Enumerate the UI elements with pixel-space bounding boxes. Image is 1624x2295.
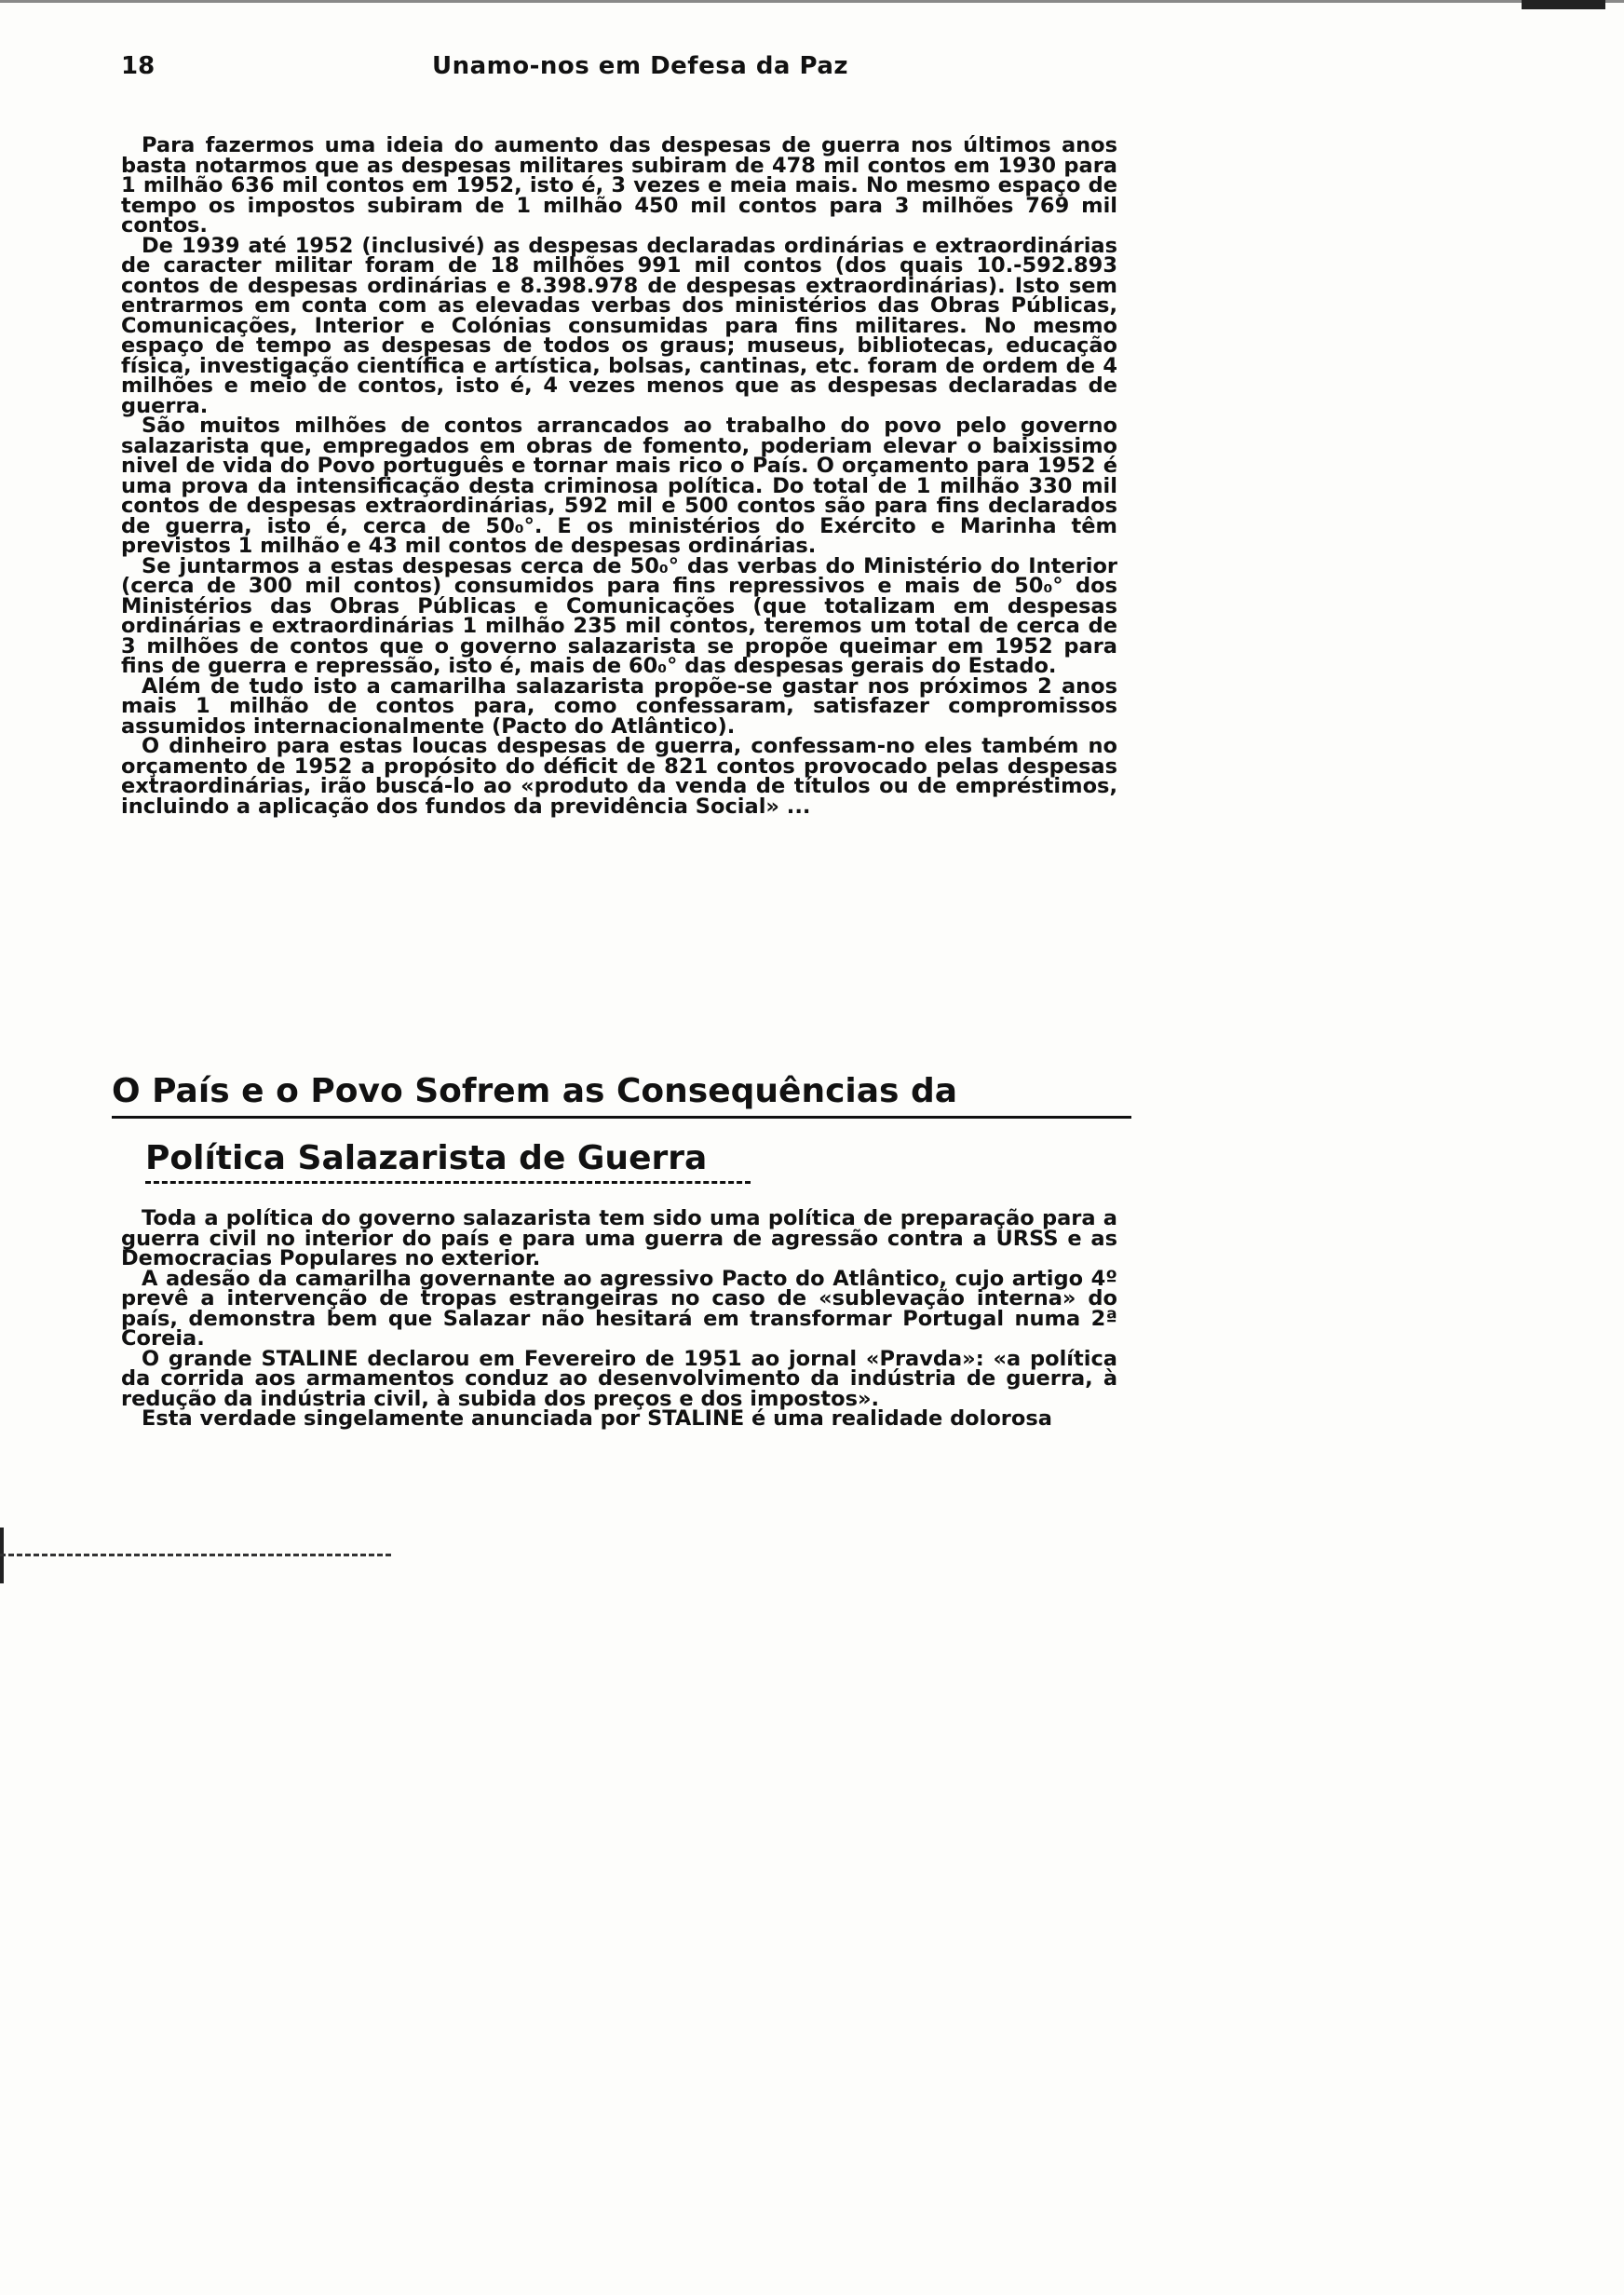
- page-header: [121, 52, 1117, 89]
- section-heading: O País e o Povo Sofrem as Consequências da: [112, 1071, 1131, 1119]
- paragraph: Para fazermos uma ideia do aumento das despesas de guerra nos últimos anos basta notarmos que as despesas militares subiram de 478 mil contos em 1930 para 1 milhão 636 mil contos em 1952, isto é, 3 vezes e meia mais. No mesmo espaço de tempo os impostos subiram de 1 milhão 450 mil contos para 3 milhões 769 mil contos.: [121, 133, 1117, 238]
- section-body-text: [121, 1206, 1117, 1431]
- paragraph: A adesão da camarilha governante ao agressivo Pacto do Atlântico, cujo artigo 4º prevê a intervenção de tropas estrangeiras no caso de «sublevação interna» do país, demonstra bem que Salazar não hesitará em transformar Portugal numa 2ª Coreia.: [121, 1266, 1117, 1351]
- paragraph: Esta verdade singelamente anunciada por STALINE é uma realidade dolorosa: [142, 1406, 1052, 1431]
- paragraph: Além de tudo isto a camarilha salazarista propõe-se gastar nos próximos 2 anos mais 1 milhão de contos para, como confessaram, satisfazer compromissos assumidos internacionalmente (Pacto do Atlântico).: [121, 673, 1117, 739]
- scan-edge-top: [0, 0, 1624, 15]
- scan-bottom-rule: [0, 1554, 391, 1560]
- running-title: Unamo-nos em Defesa da Paz: [432, 52, 849, 80]
- body-text: [121, 133, 1117, 819]
- paragraph: São muitos milhões de contos arrancados ao trabalho do povo pelo governo salazarista que, empregados em obras de fomento, poderiam elevar o baixissimo nivel de vida do Povo português e tornar mais rico o País. O orçamento para 1952 é uma prova da intensificação desta criminosa política. Do total de 1 milhão 330 mil contos de despesas extraordinárias, 592 mil e 500 contos são para fins declarados de guerra, isto é, cerca de 50₀°. E os ministérios do Exército e Marinha têm previstos 1 milhão e 43 mil contos de despesas ordinárias.: [121, 414, 1117, 558]
- page-number: 18: [121, 52, 156, 80]
- scan-smudge: [1522, 0, 1605, 9]
- paragraph: Toda a política do governo salazarista tem sido uma política de preparação para a guerra civil no interior do país e para uma guerra de agressão contra a URSS e as Democracias Populares no exterior.: [121, 1206, 1117, 1270]
- paragraph: Se juntarmos a estas despesas cerca de 50₀° das verbas do Ministério do Interior (cerca de 300 mil contos) consumidos para fins repressivos e mais de 50₀° dos Ministérios das Obras Públicas e Comunicações (que totalizam em despesas ordinárias e extraordinárias 1 milhão 235 mil contos, teremos um total de cerca de 3 milhões de contos que o governo salazarista se propõe queimar em 1952 para fins de guerra e repressão, isto é, mais de 60₀° das despesas gerais do Estado.: [121, 553, 1117, 678]
- section-heading-continued: Política Salazarista de Guerra: [145, 1138, 751, 1184]
- paragraph: De 1939 até 1952 (inclusivé) as despesas declaradas ordinárias e extraordinárias de caracter militar foram de 18 milhões 991 mil contos (dos quais 10.-592.893 contos de despesas ordinárias e 8.398.978 de despesas extraordinárias). Isto sem entrarmos em conta com as elevadas verbas dos ministérios das Obras Públicas, Comunicações, Interior e Colónias consumidas para fins militares. No mesmo espaço de tempo as despesas de todos os graus; museus, bibliotecas, educação física, investigação científica e artística, bolsas, cantinas, etc. foram de ordem de 4 milhões e meio de contos, isto é, 4 vezes menos que as despesas declaradas de guerra.: [121, 233, 1117, 418]
- paragraph: O grande STALINE declarou em Fevereiro de 1951 ao jornal «Pravda»: «a política da corrida aos armamentos conduz ao desenvolvimento da indústria de guerra, à redução da indústria civil, à subida dos preços e dos impostos».: [121, 1346, 1117, 1411]
- paragraph: O dinheiro para estas loucas despesas de guerra, confessam-no eles também no orçamento de 1952 a propósito do déficit de 821 contos provocado pelas despesas extraordinárias, irão buscá-lo ao «produto da venda de títulos ou de empréstimos, incluindo a aplicação dos fundos da previdência Social» ...: [121, 734, 1117, 819]
